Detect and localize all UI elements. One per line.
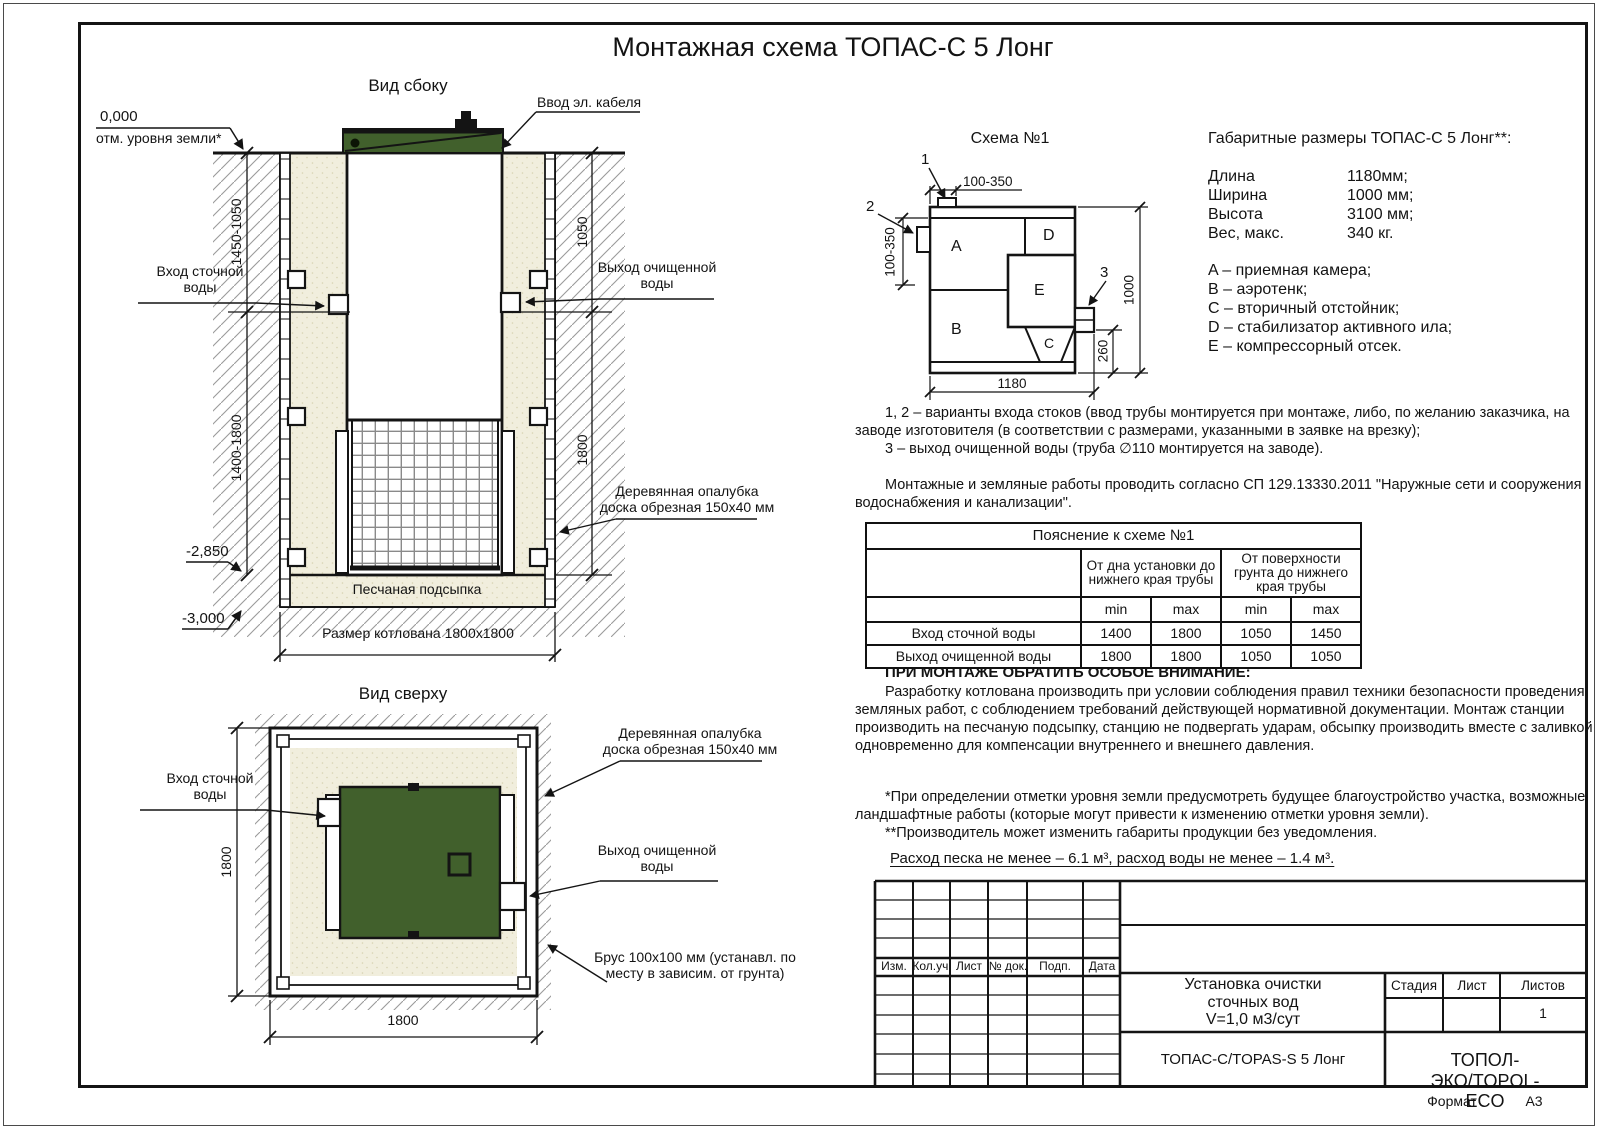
dim-1050: 1050 — [574, 216, 591, 248]
table-corner-cell — [866, 549, 1081, 597]
outlet-pipe-top — [500, 883, 525, 910]
tb-col-koluch: Кол.уч. — [912, 959, 952, 973]
cell: 1400 — [1081, 622, 1151, 645]
sheets-count: 1 — [1539, 1005, 1547, 1021]
compartment-b: B — [951, 321, 962, 338]
inlet-pipe — [329, 295, 348, 314]
top-view-drawing — [140, 714, 762, 1045]
inlet-pipe-top — [318, 799, 340, 826]
min-header: min — [1221, 597, 1291, 622]
cell: 1800 — [1081, 645, 1151, 668]
schema-dim-1000: 1000 — [1121, 274, 1137, 306]
inlet-variant-1 — [938, 198, 956, 207]
cell: 1800 — [1151, 645, 1221, 668]
note-works-line1: Монтажные и земляные работы проводить согласно СП 129.13330.2011 "Наружные сети и сооружения — [885, 477, 1582, 493]
compartment-c: C — [1044, 335, 1055, 351]
tb-col-izm: Изм. — [881, 959, 907, 973]
callout-2: 2 — [866, 198, 875, 215]
note-variants-line1: 1, 2 – варианты входа стоков (ввод трубы монтируется при монтаже, либо, по желанию заказчика, на — [885, 405, 1570, 421]
gabarity-row-label: Вес, макс. — [1208, 225, 1284, 242]
row-label: Выход очищенной воды — [866, 645, 1081, 668]
legend-d: D – стабилизатор активного ила; — [1208, 319, 1453, 336]
attention-line3: производить на песчаную подсыпку, станцию не подвергать ударам, обсыпку производить вместе с заливкой — [855, 720, 1593, 736]
gabarity-heading: Габаритные размеры ТОПАС-С 5 Лонг**: — [1208, 130, 1512, 147]
dim-1800-left: 1800 — [218, 846, 235, 878]
stage-header: Стадия — [1390, 978, 1438, 993]
footnote-line1: *При определении отметки уровня земли предусмотреть будущее благоустройство участка, возможные — [885, 789, 1586, 805]
outlet-pipe — [501, 293, 520, 312]
sheet-title: Монтажная схема ТОПАС-С 5 Лонг — [612, 32, 1054, 62]
inlet-label-side: Вход сточной воды — [156, 263, 244, 295]
attention-line4: одновременно для компенсации внутреннего и внешнего давления. — [855, 738, 1315, 754]
dim-1800-side: 1800 — [574, 434, 591, 466]
tank-crate — [352, 420, 498, 569]
company-name: ТОПОЛ-ЭКО/TOPOL-ECO — [1430, 1050, 1540, 1112]
gabarity-row-label: Ширина — [1208, 187, 1268, 204]
outlet-label-top: Выход очищенной воды — [597, 842, 717, 874]
sheet-header: Лист — [1457, 978, 1487, 993]
legend-e: E – компрессорный отсек. — [1208, 338, 1402, 355]
gabarity-row-value: 340 кг. — [1347, 225, 1394, 242]
max-header: max — [1291, 597, 1361, 622]
legend-a: A – приемная камера; — [1208, 262, 1372, 279]
compartment-a: A — [951, 238, 962, 255]
schema-dim-left: 100-350 — [882, 227, 898, 277]
table-row — [866, 622, 1361, 645]
cell: 1050 — [1221, 645, 1291, 668]
compartment-e: E — [1034, 282, 1045, 299]
cell: 1800 — [1151, 622, 1221, 645]
cell: 1050 — [1221, 622, 1291, 645]
attention-line2: земляных работ, с соблюдением требований действующей нормативной документации. Монтаж станции — [855, 702, 1565, 718]
format-label: Формат — [1427, 1093, 1477, 1109]
inlet-label-top: Вход сточной воды — [166, 770, 254, 802]
gabarity-row-value: 1180мм; — [1347, 168, 1408, 185]
format-value: А3 — [1525, 1093, 1543, 1109]
schema-dim-1180: 1180 — [997, 376, 1027, 391]
beam-label: Брус 100х100 мм (устанавл. по месту в зависим. от грунта) — [594, 949, 796, 981]
formwork-board-right — [545, 153, 555, 607]
formwork-label-top: Деревянная опалубка доска обрезная 150х40 мм — [602, 725, 778, 757]
gabarity-row-label: Длина — [1208, 168, 1255, 185]
table-group2-header: От поверхности грунта до нижнего края трубы — [1221, 549, 1361, 597]
level-3000: -3,000 — [182, 610, 225, 627]
tb-col-list: Лист — [955, 959, 983, 973]
gabarity-row-value: 1000 мм; — [1347, 187, 1414, 204]
formwork-board-left — [280, 153, 290, 607]
side-view-drawing — [96, 111, 757, 662]
consumption-note: Расход песка не менее – 6.1 м³, расход воды не менее – 1.4 м³. — [890, 850, 1335, 867]
compartment-d: D — [1043, 227, 1055, 244]
row-label: Вход сточной воды — [866, 622, 1081, 645]
lid-vent — [455, 119, 477, 130]
tb-col-data: Дата — [1088, 959, 1116, 973]
lid-hatch-square — [449, 854, 470, 875]
cable-entry-label: Ввод эл. кабеля — [537, 94, 642, 110]
footnote-line3: **Производитель может изменить габариты продукции без уведомления. — [885, 825, 1378, 841]
schema1-drawing — [878, 168, 1148, 400]
note-variants-line2: заводе изготовителя (в соответствии с размерами, указанными в заявке на врезку); — [855, 423, 1421, 439]
cell: 1450 — [1291, 622, 1361, 645]
note-works-line2: водоснабжения и канализации". — [855, 495, 1072, 511]
sand-bedding-label: Песчаная подсыпка — [352, 581, 482, 597]
zero-level-mark: 0,000 — [100, 108, 138, 125]
table-group1-header: От дна установки до нижнего края трубы — [1081, 549, 1221, 597]
formwork-label-side: Деревянная опалубка доска обрезная 150х40 мм — [599, 483, 775, 515]
gabarity-row-label: Высота — [1208, 206, 1263, 223]
schema-heading: Схема №1 — [970, 130, 1050, 147]
outlet-label-side: Выход очищенной воды — [597, 259, 717, 291]
legend-c: C – вторичный отстойник; — [1208, 300, 1400, 317]
tb-col-ndok: № док. — [988, 959, 1028, 973]
explanation-table — [865, 522, 1362, 669]
schema-dim-260: 260 — [1095, 339, 1111, 363]
attention-heading: ПРИ МОНТАЖЕ ОБРАТИТЬ ОСОБОЕ ВНИМАНИЕ: — [885, 664, 1251, 681]
tb-col-podp: Подп. — [1039, 959, 1071, 973]
attention-line1: Разработку котлована производить при условии соблюдения правил техники безопасности проведения — [885, 684, 1585, 700]
note-variants-line3: 3 – выход очищенной воды (труба ∅110 монтируется на заводе). — [885, 441, 1324, 457]
cell: 1050 — [1291, 645, 1361, 668]
dim-1400-1800: 1400-1800 — [228, 414, 245, 482]
gabarity-row-value: 3100 мм; — [1347, 206, 1414, 223]
unit-top — [340, 787, 500, 938]
min-header: min — [1081, 597, 1151, 622]
top-view-heading: Вид сверху — [358, 684, 448, 703]
sheets-header: Листов — [1521, 978, 1565, 993]
table-title: Пояснение к схеме №1 — [866, 523, 1361, 549]
schema-dim-top: 100-350 — [963, 174, 1013, 189]
dim-1800-bottom: 1800 — [387, 1012, 419, 1028]
callout-1: 1 — [921, 151, 930, 168]
pit-size-label: Размер котлована 1800х1800 — [322, 625, 514, 641]
project-title: Установка очистки сточных вод V=1,0 м3/сут — [1184, 976, 1322, 1029]
product-name: ТОПАС-С/TOPAS-S 5 Лонг — [1160, 1051, 1346, 1068]
max-header: max — [1151, 597, 1221, 622]
legend-b: B – аэротенк; — [1208, 281, 1308, 298]
callout-3: 3 — [1100, 264, 1109, 281]
ground-level-label: отм. уровня земли* — [96, 130, 222, 146]
footnote-line2: ландшафтные работы (которые могут привести к изменению отметки уровня земли). — [855, 807, 1429, 823]
dim-1450-1050: 1450-1050 — [228, 198, 245, 266]
inlet-variant-2 — [917, 227, 930, 252]
side-view-heading: Вид сбоку — [368, 76, 448, 95]
level-2850: -2,850 — [186, 543, 229, 560]
